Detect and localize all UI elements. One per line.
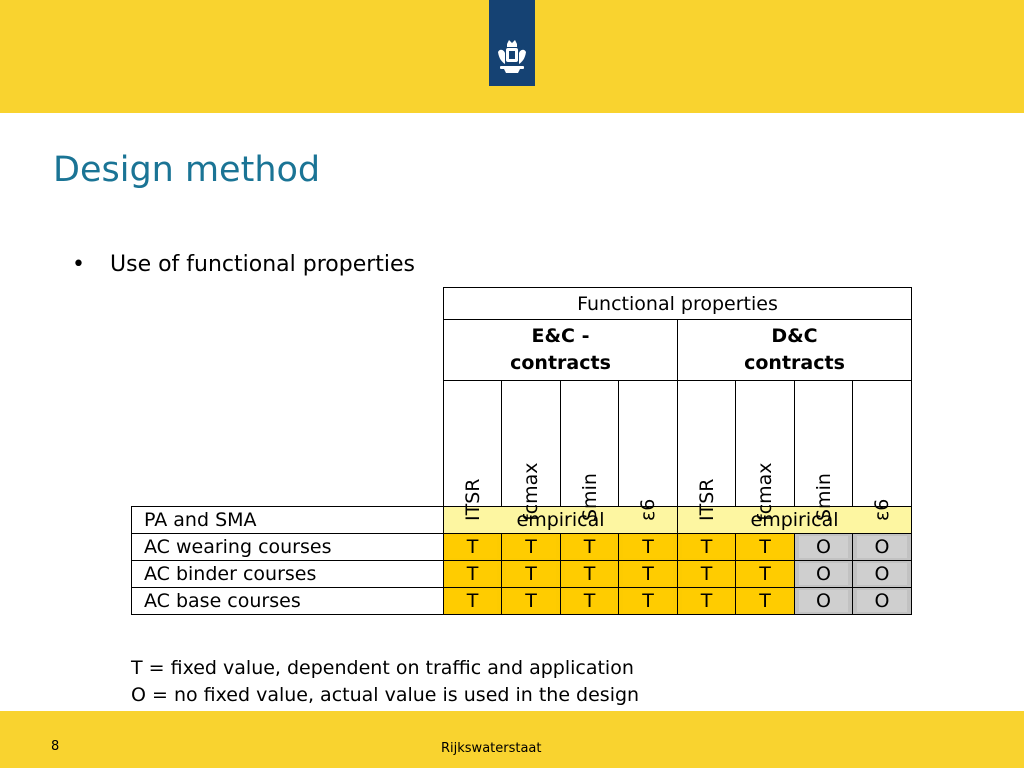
value-cell xyxy=(795,561,853,588)
value-cell xyxy=(619,561,678,588)
legend-t: T = fixed value, dependent on traffic and application xyxy=(131,657,634,679)
empirical-cell: empirical xyxy=(678,507,912,534)
param-label: fcmax xyxy=(520,462,542,521)
value-cell xyxy=(444,588,502,615)
value-text: T xyxy=(448,536,497,558)
table-row xyxy=(132,588,912,615)
slide-title: Design method xyxy=(53,150,321,190)
contract-header-dc xyxy=(678,320,912,381)
value-text: O xyxy=(799,563,848,585)
value-text: T xyxy=(740,590,790,612)
value-text: O xyxy=(799,590,848,612)
page-number: 8 xyxy=(51,739,60,754)
value-text: O xyxy=(857,536,907,558)
value-cell xyxy=(444,534,502,561)
value-cell xyxy=(736,561,795,588)
param-label: ITSR xyxy=(695,478,718,521)
value-text: O xyxy=(857,590,907,612)
value-cell xyxy=(678,534,736,561)
value-text: T xyxy=(506,590,556,612)
param-header xyxy=(853,381,912,521)
param-label: ε6 xyxy=(637,498,659,521)
contract-header-line: D&C xyxy=(771,325,818,347)
value-cell xyxy=(619,534,678,561)
value-text: T xyxy=(623,590,673,612)
logo-tile xyxy=(489,0,535,86)
param-header xyxy=(561,381,619,521)
value-text: O xyxy=(857,563,907,585)
royal-coat-of-arms-icon xyxy=(492,38,532,78)
value-cell xyxy=(561,561,619,588)
row-label: AC binder courses xyxy=(132,561,444,588)
value-cell xyxy=(502,534,561,561)
functional-properties-table xyxy=(131,287,912,615)
value-cell xyxy=(853,561,912,588)
value-cell xyxy=(619,588,678,615)
top-banner xyxy=(0,0,1024,113)
contract-header-ec xyxy=(444,320,678,381)
footer-org: Rijkswaterstaat xyxy=(441,741,542,756)
value-cell xyxy=(853,534,912,561)
empty-corner xyxy=(132,288,444,320)
value-text: T xyxy=(448,563,497,585)
row-label: AC base courses xyxy=(132,588,444,615)
row-label: PA and SMA xyxy=(132,507,444,534)
value-cell xyxy=(795,534,853,561)
contract-header-line: contracts xyxy=(510,352,611,374)
value-text: T xyxy=(448,590,497,612)
param-header xyxy=(678,381,736,521)
value-text: T xyxy=(506,536,556,558)
value-cell xyxy=(444,561,502,588)
value-cell xyxy=(678,588,736,615)
legend-o: O = no fixed value, actual value is used in the design xyxy=(131,684,640,706)
value-text: T xyxy=(740,536,790,558)
param-label: Smin xyxy=(578,473,601,521)
value-text: T xyxy=(682,590,731,612)
param-header xyxy=(619,381,678,521)
value-cell xyxy=(853,588,912,615)
legend xyxy=(131,655,639,709)
empirical-cell: empirical xyxy=(444,507,678,534)
value-cell xyxy=(736,588,795,615)
param-header xyxy=(502,381,561,521)
param-label: ITSR xyxy=(461,478,484,521)
value-text: O xyxy=(799,536,848,558)
value-cell xyxy=(502,561,561,588)
row-label: AC wearing courses xyxy=(132,534,444,561)
empty-corner xyxy=(132,381,444,507)
value-text: T xyxy=(506,563,556,585)
param-label: ε6 xyxy=(871,498,893,521)
value-cell xyxy=(561,534,619,561)
value-cell xyxy=(502,588,561,615)
value-text: T xyxy=(623,563,673,585)
param-label: fcmax xyxy=(754,462,776,521)
table-row xyxy=(132,534,912,561)
param-header xyxy=(795,381,853,521)
empty-corner xyxy=(132,320,444,381)
value-text: T xyxy=(682,563,731,585)
bullet-dot-icon: • xyxy=(72,252,85,277)
param-header xyxy=(444,381,502,521)
contract-header-line: contracts xyxy=(744,352,845,374)
param-header xyxy=(736,381,795,521)
bottom-banner xyxy=(0,711,1024,768)
value-text: T xyxy=(565,590,614,612)
value-cell xyxy=(561,588,619,615)
bullet-text: Use of functional properties xyxy=(110,252,416,277)
value-text: T xyxy=(682,536,731,558)
value-cell xyxy=(736,534,795,561)
value-text: T xyxy=(740,563,790,585)
contract-header-line: E&C - xyxy=(531,325,590,347)
table-row xyxy=(132,561,912,588)
value-text: T xyxy=(623,536,673,558)
value-text: T xyxy=(565,563,614,585)
value-cell xyxy=(795,588,853,615)
value-text: T xyxy=(565,536,614,558)
group-header: Functional properties xyxy=(444,288,912,320)
param-label: Smin xyxy=(812,473,835,521)
value-cell xyxy=(678,561,736,588)
